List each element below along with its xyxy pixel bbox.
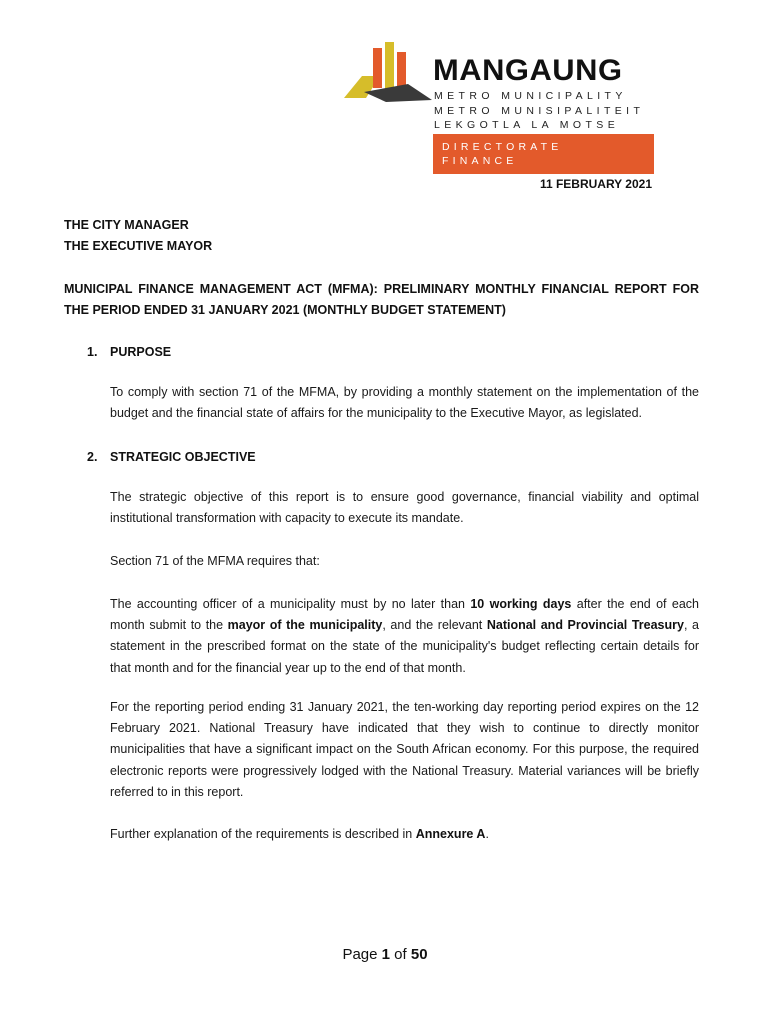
directorate-banner — [433, 134, 654, 174]
brand-name: MANGAUNG — [433, 54, 623, 87]
brand-line: METRO MUNISIPALITEIT — [434, 104, 645, 117]
text-run: , a statement in the prescribed format on the state of the municipality's budget reflecting certain details for that month and for the financial year up to the end of that month. — [110, 618, 699, 675]
logo-orange-bar-left — [373, 48, 382, 88]
section-heading-strategic — [87, 450, 256, 464]
section-number: 1. — [87, 345, 98, 359]
emphasis: mayor of the municipality — [227, 618, 383, 633]
text-run: . — [485, 827, 489, 841]
document-date: 11 FEBRUARY 2021 — [539, 177, 652, 191]
reporting-period-paragraph: For the reporting period ending 31 January 2021, the ten-working day reporting period expires on the 12 February 2021. National Treasury have indicated that they wish to continue to directly monitor municipalities that have a significant impact on the South African economy. For this purpose, the required electronic reports were progressively lodged with the National Treasury. Material variances will be briefly referred to in this report. — [110, 700, 699, 799]
section71-intro: Section 71 of the MFMA requires that: — [110, 554, 320, 568]
section-title: PURPOSE — [110, 345, 172, 359]
page-of: of — [394, 946, 407, 963]
page-current: 1 — [381, 946, 390, 963]
emphasis: National and Provincial Treasury — [486, 618, 684, 633]
logo-yellow-bar — [385, 42, 394, 92]
brand-line: LEKGOTLA LA MOTSE — [434, 119, 620, 131]
page-total: 50 — [410, 946, 428, 963]
emphasis: 10 working days — [470, 597, 572, 611]
text-run: , and the relevant — [382, 618, 487, 633]
purpose-paragraph: To comply with section 71 of the MFMA, by providing a monthly statement on the implementation of the budget and the financial state of affairs for the municipality to the Executive Mayor, as legislated. — [110, 385, 699, 421]
further-explanation-paragraph — [110, 824, 699, 845]
text-run: Further explanation of the requirements is described in — [110, 827, 416, 841]
page-footer — [0, 946, 770, 963]
brand-line: METRO MUNICIPALITY — [434, 90, 627, 102]
text-run: after the end of each month submit to the — [110, 597, 699, 633]
directorate-line: FINANCE — [442, 155, 518, 167]
section-title: STRATEGIC OBJECTIVE — [110, 450, 256, 464]
mangaung-logo-icon — [342, 40, 434, 104]
directorate-line: DIRECTORATE — [442, 141, 563, 153]
annexure-reference: Annexure A — [415, 827, 486, 841]
addressee: THE CITY MANAGER — [64, 218, 189, 232]
addressee: THE EXECUTIVE MAYOR — [64, 239, 213, 253]
page-label: Page — [342, 946, 378, 963]
strategic-paragraph: The strategic objective of this report is to ensure good governance, financial viability and optimal institutional transformation with capacity to execute its mandate. — [110, 490, 699, 526]
report-title: MUNICIPAL FINANCE MANAGEMENT ACT (MFMA): PRELIMINARY MONTHLY FINANCIAL REPORT FOR THE PERIOD ENDED 31 JANUARY 2021 (MONTHLY BUDGET STATEMENT) — [64, 282, 699, 317]
logo-orange-bar-right — [397, 52, 406, 86]
brand-subtitle — [434, 89, 644, 133]
accounting-officer-paragraph — [110, 594, 699, 679]
section-heading-purpose — [87, 345, 171, 359]
section-number: 2. — [87, 450, 98, 464]
text-run: The accounting officer of a municipality must by no later than — [110, 597, 471, 611]
